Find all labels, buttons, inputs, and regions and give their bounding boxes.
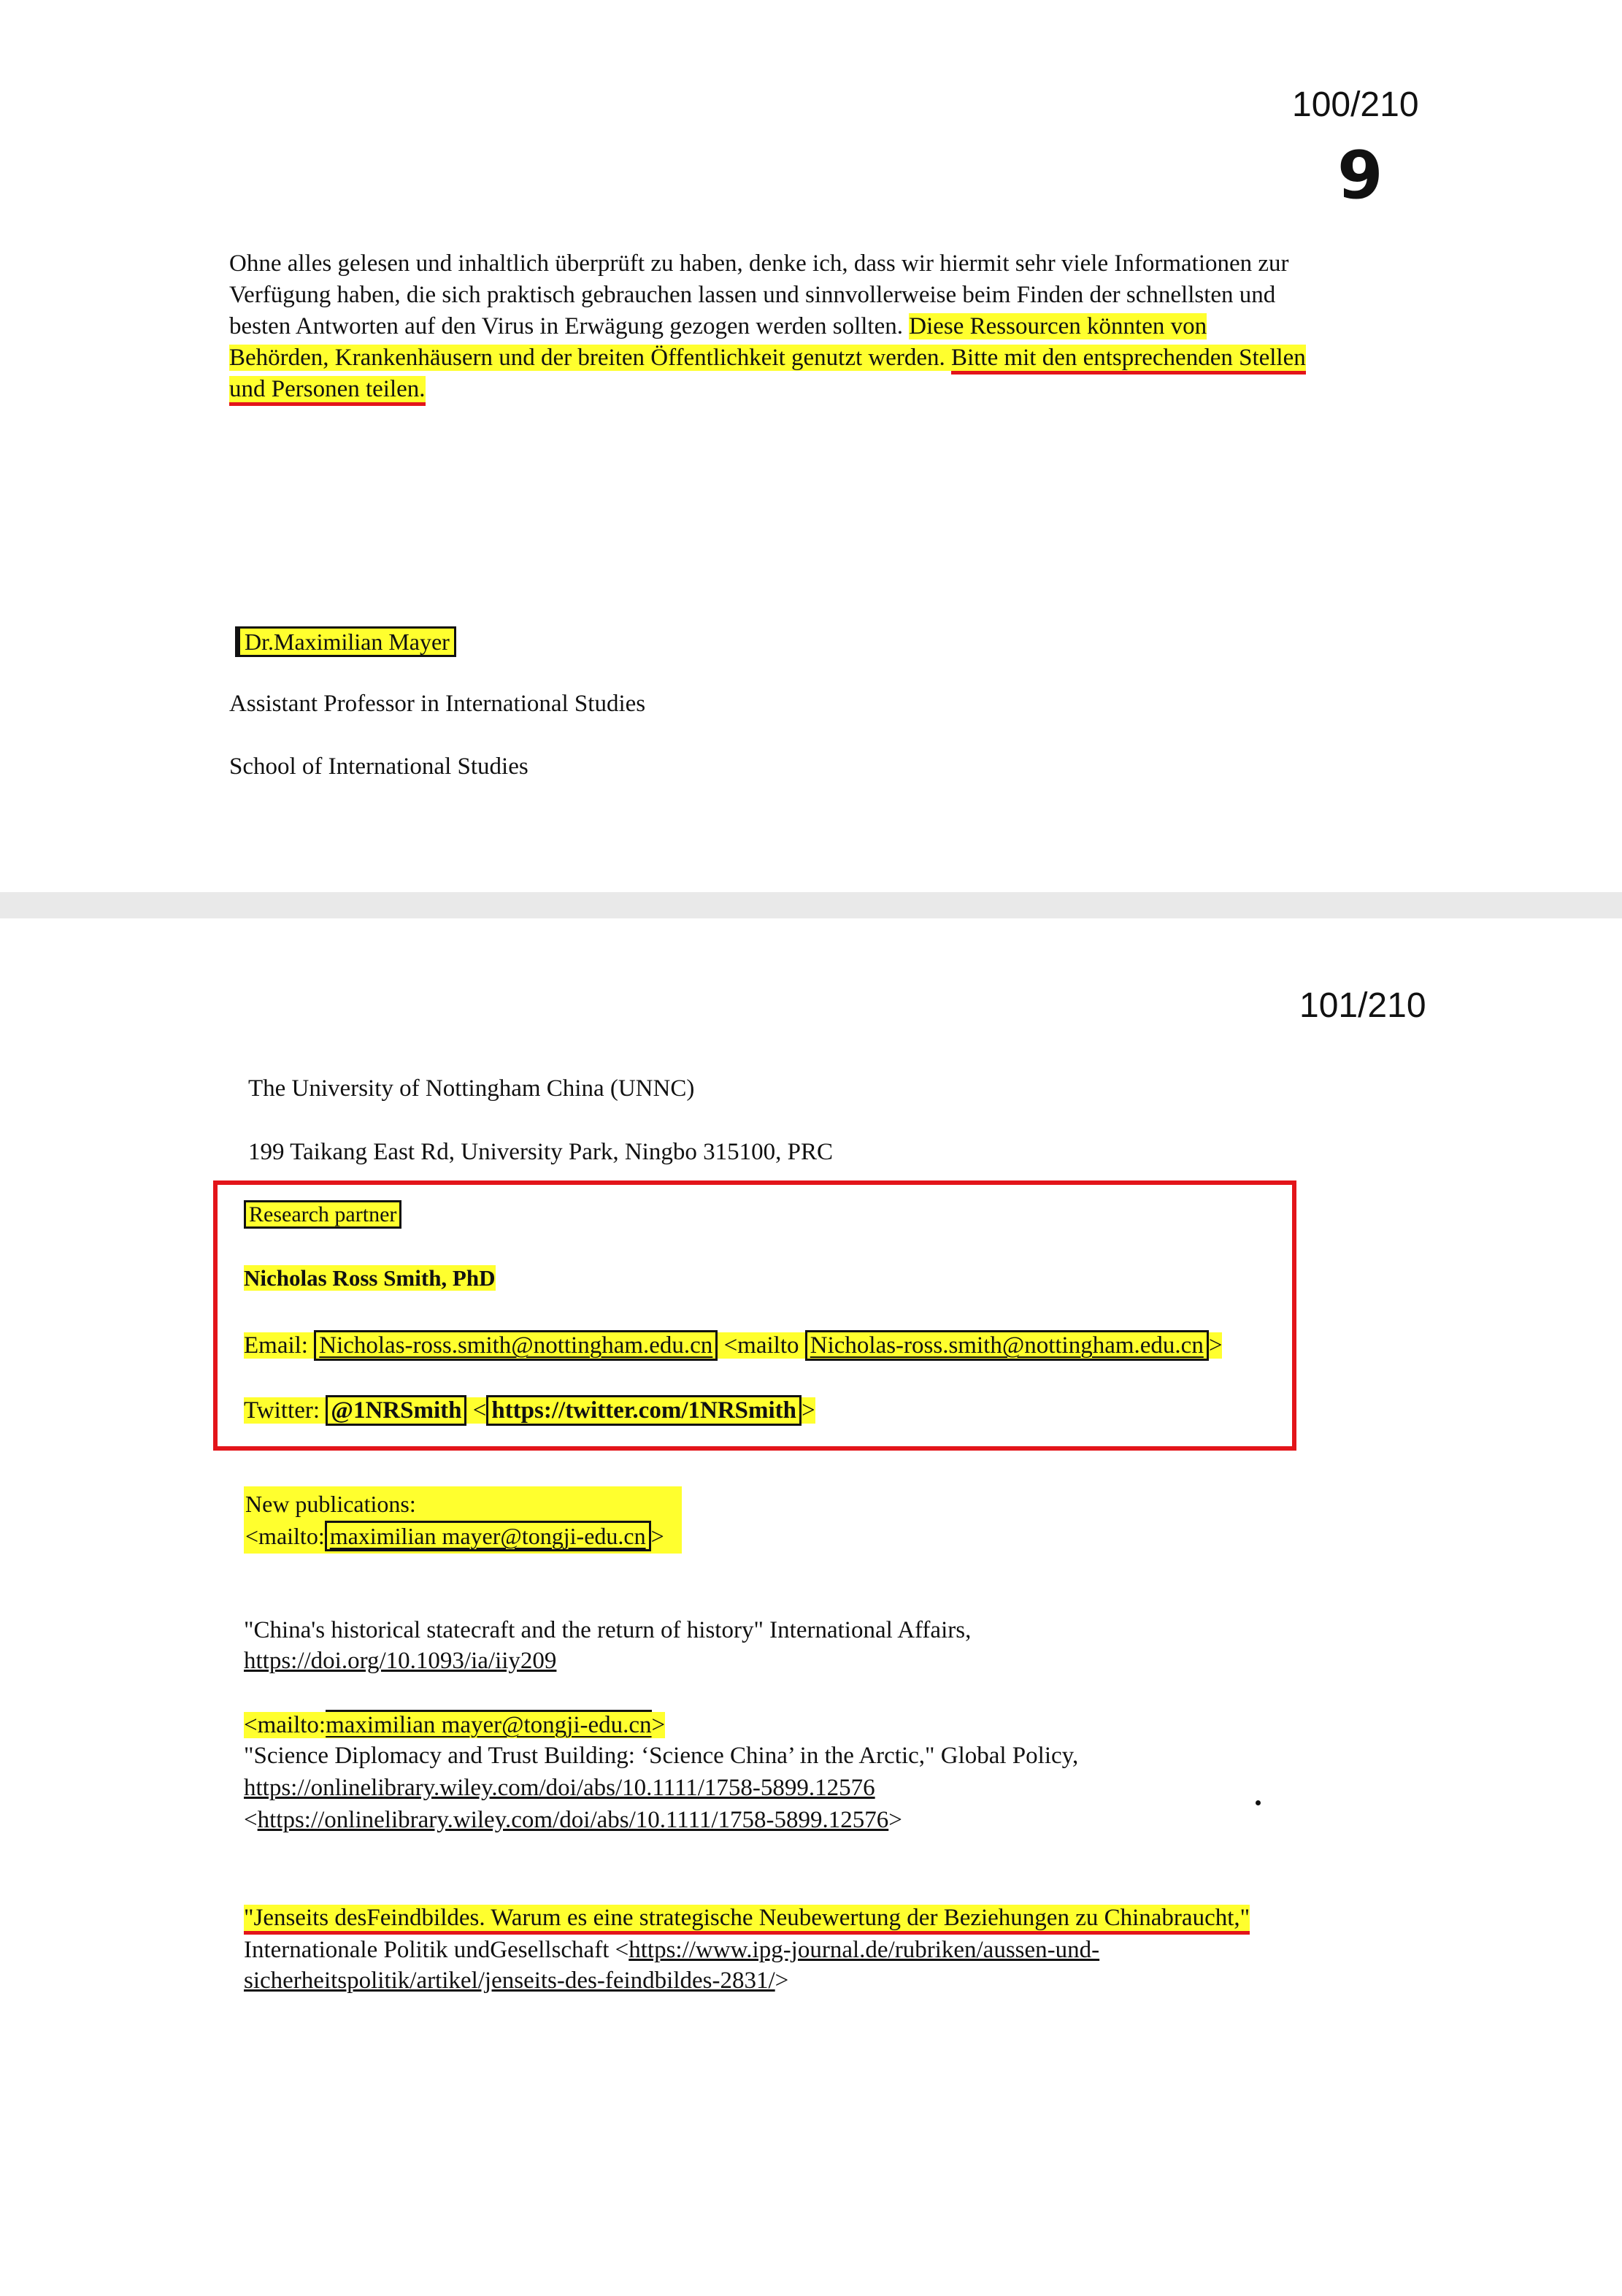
doi-link[interactable]: https://doi.org/10.1093/ia/iiy209 [244, 1648, 557, 1674]
new-publications-label: New publications: [245, 1491, 416, 1517]
partner-twitter-line: Twitter: @1NRSmith < https://twitter.com/1NRSmith > [244, 1395, 815, 1426]
publication-2-url-bracketed: <https://onlinelibrary.wiley.com/doi/abs/10.1111/1758-5899.12576> [244, 1807, 902, 1833]
wiley-link-bracketed[interactable]: https://onlinelibrary.wiley.com/doi/abs/10.1111/1758-5899.12576 [257, 1807, 889, 1833]
ipg-link[interactable]: https://www.ipg-journal.de/rubriken/aussen-und- [629, 1937, 1100, 1963]
page-number: 101/210 [1299, 986, 1426, 1025]
email-label: Email: [244, 1332, 308, 1359]
research-partner-label: Research partner [244, 1199, 401, 1230]
twitter-url-link[interactable]: https://twitter.com/1NRSmith [486, 1395, 802, 1426]
partner-name: Nicholas Ross Smith, PhD [244, 1265, 496, 1291]
publication-3-title [244, 1903, 1250, 1933]
twitter-handle-link[interactable]: @1NRSmith [326, 1395, 466, 1426]
paragraph-line-1: Ohne alles gelesen und inhaltlich überprüft zu haben, denke ich, dass wir hiermit sehr viele Informationen zur [229, 250, 1289, 277]
red-underlined-text: Bitte mit den entsprechenden Stellen [951, 345, 1306, 375]
document-page-100 [0, 0, 1622, 892]
wiley-link[interactable]: https://onlinelibrary.wiley.com/doi/abs/10.1111/1758-5899.12576 [244, 1775, 875, 1801]
paragraph-line-3 [229, 311, 1404, 342]
new-publications-block: New publications: <mailto: maximilian mayer@tongji-edu.cn > [244, 1486, 682, 1554]
ipg-link-cont[interactable]: sicherheitspolitik/artikel/jenseits-des-feindbildes-2831/ [244, 1967, 775, 1994]
paragraph-text: besten Antworten auf den Virus in Erwägung gezogen werden sollten. [229, 313, 904, 339]
highlighted-text: Diese Ressourcen könnten von [909, 313, 1207, 339]
publication-2-url [244, 1773, 875, 1803]
twitter-label: Twitter: [244, 1397, 320, 1424]
university-address: 199 Taikang East Rd, University Park, Ningbo 315100, PRC [248, 1139, 833, 1165]
paragraph-line-5 [229, 374, 1404, 405]
page-number: 100/210 [1292, 85, 1419, 124]
red-underlined-text: und Personen teilen. [229, 376, 426, 406]
signature-title: Assistant Professor in International Studies [229, 691, 646, 717]
signature-school: School of International Studies [229, 753, 529, 780]
mailto-email-link[interactable]: Nicholas-ross.smith@nottingham.edu.cn [805, 1330, 1209, 1361]
mailto-email-link[interactable]: maximilian mayer@tongji-edu.cn [325, 1521, 651, 1551]
paragraph-line-2: Verfügung haben, die sich praktisch gebrauchen lassen und sinnvollerweise beim Finden der schnellsten und [229, 282, 1276, 308]
scan-speck [1256, 1800, 1261, 1805]
mailto-prefix: <mailto [723, 1332, 799, 1359]
paragraph-line-4 [229, 342, 1404, 374]
publication-3-source: Internationale Politik undGesellschaft <https://www.ipg-journal.de/rubriken/aussen-und- [244, 1937, 1100, 1963]
red-underlined-title: "Jenseits desFeindbildes. Warum es eine strategische Neubewertung der Beziehungen zu Chinabraucht," [244, 1905, 1250, 1935]
page-separator [0, 892, 1622, 918]
university-name: The University of Nottingham China (UNNC) [248, 1075, 695, 1102]
publication-1-url [244, 1646, 556, 1676]
publication-2-title: "Science Diplomacy and Trust Building: ‘Science China’ in the Arctic," Global Policy, [244, 1743, 1079, 1769]
publication-1-title: "China's historical statecraft and the return of history" International Affairs, [244, 1617, 972, 1643]
publication-3-url-cont: sicherheitspolitik/artikel/jenseits-des-feindbildes-2831/> [244, 1967, 789, 1994]
handwritten-page-mark: 9 [1337, 137, 1383, 214]
signature-name [235, 626, 456, 657]
mailto-email-link[interactable]: maximilian mayer@tongji-edu.cn [326, 1710, 651, 1738]
highlighted-name: Dr.Maximilian Mayer [235, 626, 456, 657]
partner-email-line: Email: Nicholas-ross.smith@nottingham.edu.cn <mailto Nicholas-ross.smith@nottingham.edu.cn > [244, 1330, 1222, 1361]
email-link[interactable]: Nicholas-ross.smith@nottingham.edu.cn [314, 1330, 718, 1361]
highlighted-text: Behörden, Krankenhäusern und der breiten Öffentlichkeit genutzt werden. [229, 345, 945, 371]
body-paragraph [229, 248, 1404, 405]
document-page-101 [0, 918, 1622, 2296]
publication-2-mailto: <mailto:maximilian mayer@tongji-edu.cn> [244, 1710, 665, 1740]
